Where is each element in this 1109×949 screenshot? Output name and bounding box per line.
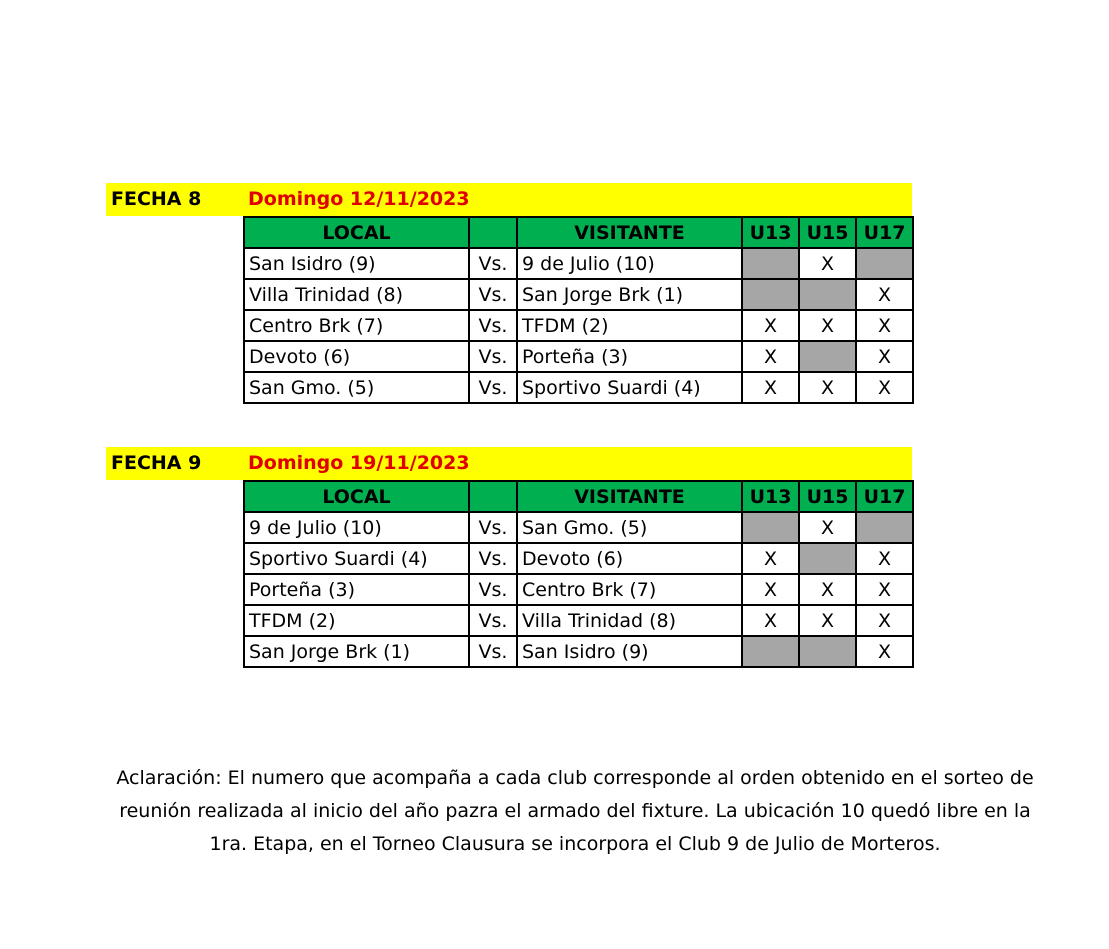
fecha-banner xyxy=(106,183,912,216)
u13-cell: X xyxy=(742,574,799,605)
header-visitante: VISITANTE xyxy=(517,217,742,248)
table-row xyxy=(244,279,913,310)
header-vs xyxy=(469,481,517,512)
u17-cell: X xyxy=(856,543,913,574)
header-local: LOCAL xyxy=(244,217,469,248)
table-row xyxy=(244,574,913,605)
header-u13: U13 xyxy=(742,217,799,248)
vs-label: Vs. xyxy=(469,310,517,341)
u17-cell: X xyxy=(856,574,913,605)
local-team: Villa Trinidad (8) xyxy=(244,279,469,310)
vs-label: Vs. xyxy=(469,605,517,636)
local-team: San Isidro (9) xyxy=(244,248,469,279)
local-team: San Gmo. (5) xyxy=(244,372,469,403)
u15-cell: X xyxy=(799,372,856,403)
local-team: Centro Brk (7) xyxy=(244,310,469,341)
clarification-note: Aclaración: El numero que acompaña a cada club corresponde al orden obtenido en el sorteo de reunión realizada al inicio del año pazra el armado del fixture. La ubicación 10 quedó libre en la 1ra. Etapa, en el Torneo Clausura se incorpora el Club 9 de Julio de Morteros. xyxy=(116,767,1034,855)
header-u15: U15 xyxy=(799,217,856,248)
local-team: Devoto (6) xyxy=(244,341,469,372)
u15-cell: X xyxy=(799,512,856,543)
fecha-date: Domingo 12/11/2023 xyxy=(248,188,470,210)
local-team: 9 de Julio (10) xyxy=(244,512,469,543)
header-visitante: VISITANTE xyxy=(517,481,742,512)
u17-cell: X xyxy=(856,605,913,636)
header-vs xyxy=(469,217,517,248)
visitante-team: Devoto (6) xyxy=(517,543,742,574)
u15-cell: X xyxy=(799,574,856,605)
visitante-team: Villa Trinidad (8) xyxy=(517,605,742,636)
u17-cell xyxy=(856,248,913,279)
visitante-team: San Isidro (9) xyxy=(517,636,742,667)
table-header-row xyxy=(244,481,913,512)
u13-cell xyxy=(742,512,799,543)
header-local: LOCAL xyxy=(244,481,469,512)
table-header-row xyxy=(244,217,913,248)
table-row xyxy=(244,636,913,667)
local-team: TFDM (2) xyxy=(244,605,469,636)
local-team: Sportivo Suardi (4) xyxy=(244,543,469,574)
fecha-banner xyxy=(106,447,912,480)
fecha-date: Domingo 19/11/2023 xyxy=(248,452,470,474)
u13-cell xyxy=(742,248,799,279)
fecha-label: FECHA 8 xyxy=(111,188,202,210)
header-u17: U17 xyxy=(856,481,913,512)
header-u13: U13 xyxy=(742,481,799,512)
u13-cell xyxy=(742,279,799,310)
local-team: Porteña (3) xyxy=(244,574,469,605)
u13-cell: X xyxy=(742,310,799,341)
u13-cell: X xyxy=(742,605,799,636)
fixture-table xyxy=(243,480,914,668)
visitante-team: Centro Brk (7) xyxy=(517,574,742,605)
u15-cell xyxy=(799,543,856,574)
visitante-team: Sportivo Suardi (4) xyxy=(517,372,742,403)
vs-label: Vs. xyxy=(469,341,517,372)
u17-cell: X xyxy=(856,341,913,372)
u15-cell: X xyxy=(799,310,856,341)
fecha-label: FECHA 9 xyxy=(111,452,202,474)
vs-label: Vs. xyxy=(469,512,517,543)
u13-cell: X xyxy=(742,372,799,403)
u15-cell: X xyxy=(799,605,856,636)
u13-cell: X xyxy=(742,341,799,372)
vs-label: Vs. xyxy=(469,574,517,605)
u15-cell: X xyxy=(799,248,856,279)
u17-cell: X xyxy=(856,310,913,341)
vs-label: Vs. xyxy=(469,372,517,403)
u17-cell xyxy=(856,512,913,543)
visitante-team: TFDM (2) xyxy=(517,310,742,341)
u17-cell: X xyxy=(856,372,913,403)
u15-cell xyxy=(799,341,856,372)
table-row xyxy=(244,605,913,636)
u15-cell xyxy=(799,636,856,667)
fixture-table xyxy=(243,216,914,404)
vs-label: Vs. xyxy=(469,636,517,667)
table-row xyxy=(244,543,913,574)
table-row xyxy=(244,512,913,543)
table-row xyxy=(244,248,913,279)
vs-label: Vs. xyxy=(469,543,517,574)
table-row xyxy=(244,310,913,341)
header-u15: U15 xyxy=(799,481,856,512)
fecha-9-block xyxy=(106,447,912,663)
table-row xyxy=(244,341,913,372)
fecha-8-block xyxy=(106,183,912,399)
vs-label: Vs. xyxy=(469,248,517,279)
visitante-team: Porteña (3) xyxy=(517,341,742,372)
visitante-team: 9 de Julio (10) xyxy=(517,248,742,279)
u17-cell: X xyxy=(856,279,913,310)
vs-label: Vs. xyxy=(469,279,517,310)
u13-cell xyxy=(742,636,799,667)
header-u17: U17 xyxy=(856,217,913,248)
u15-cell xyxy=(799,279,856,310)
local-team: San Jorge Brk (1) xyxy=(244,636,469,667)
u17-cell: X xyxy=(856,636,913,667)
visitante-team: San Gmo. (5) xyxy=(517,512,742,543)
u13-cell: X xyxy=(742,543,799,574)
table-row xyxy=(244,372,913,403)
visitante-team: San Jorge Brk (1) xyxy=(517,279,742,310)
